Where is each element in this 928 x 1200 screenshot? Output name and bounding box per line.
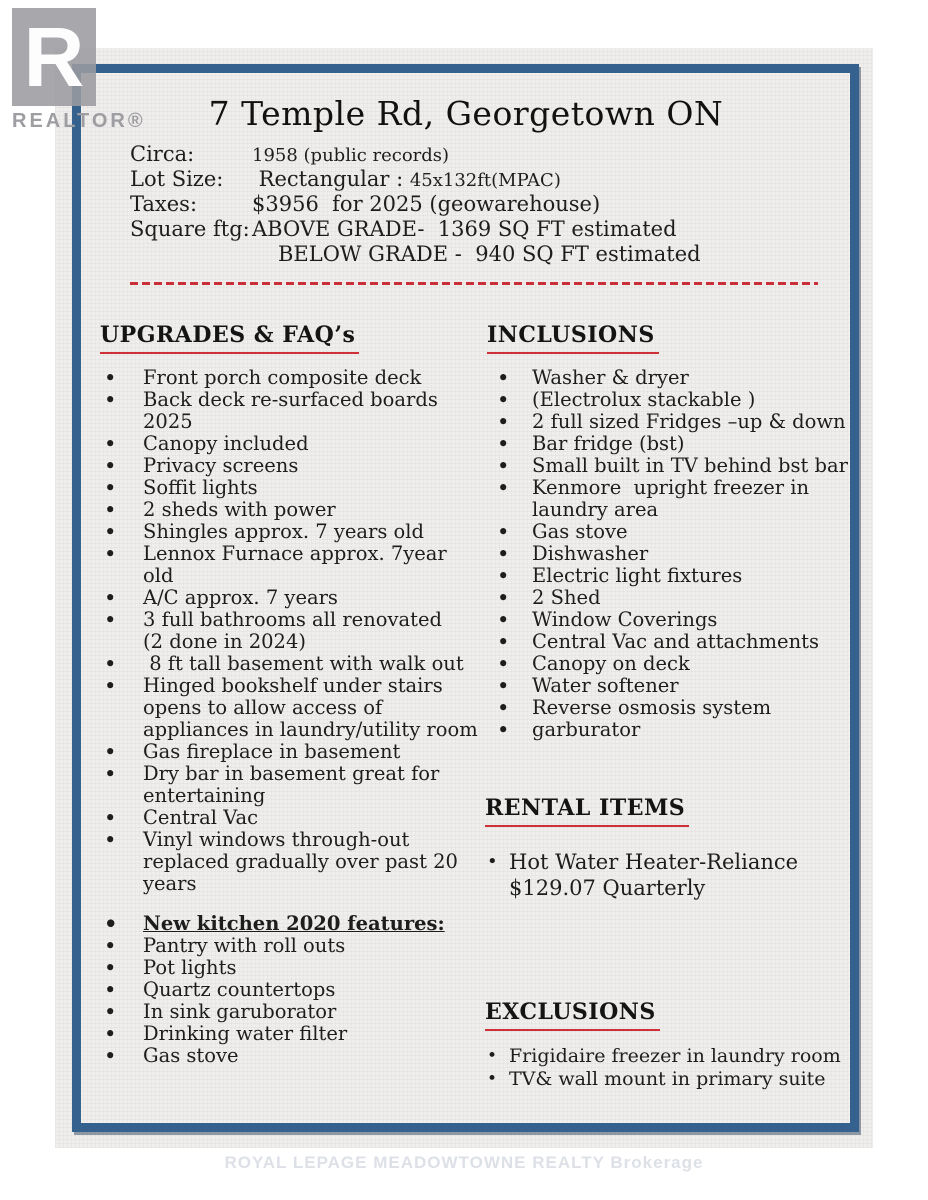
list-item: • Pot lights: [100, 957, 478, 979]
exclusions-section: [485, 999, 863, 1091]
kitchen-list: [100, 913, 478, 1067]
inclusions-list: [487, 367, 865, 741]
fact-row: [130, 167, 790, 192]
list-item: • Washer & dryer: [487, 367, 865, 389]
right-column: [485, 322, 865, 1142]
list-item: • In sink garuborator: [100, 1001, 478, 1023]
list-item: • Front porch composite deck: [100, 367, 478, 389]
list-item: • Shingles approx. 7 years old: [100, 521, 478, 543]
list-item: • Central Vac and attachments: [487, 631, 865, 653]
list-item: • Frigidaire freezer in laundry room: [485, 1045, 863, 1068]
inclusions-section: [487, 322, 865, 741]
list-item: • 2 full sized Fridges –up & down: [487, 411, 865, 433]
list-item: • 2 sheds with power: [100, 499, 478, 521]
list-item: • Vinyl windows through-out replaced gradually over past 20 years: [100, 829, 478, 895]
fact-value: [252, 167, 561, 191]
list-item: • New kitchen 2020 features:: [100, 913, 478, 935]
list-item: • 8 ft tall basement with walk out: [100, 653, 478, 675]
fact-label: Taxes:: [130, 192, 198, 216]
list-item: • Drinking water filter: [100, 1023, 478, 1045]
page-title: 7 Temple Rd, Georgetown ON: [208, 94, 724, 133]
list-item: • Reverse osmosis system: [487, 697, 865, 719]
list-item: • Water softener: [487, 675, 865, 697]
kitchen-section: [100, 913, 478, 1067]
upgrades-list: [100, 367, 478, 895]
fact-label: Circa:: [130, 142, 195, 166]
list-item: • 2 Shed: [487, 587, 865, 609]
list-item: • Hinged bookshelf under stairs opens to allow access of appliances in laundry/utility room: [100, 675, 478, 741]
fact-label: Square ftg:: [130, 217, 250, 241]
list-item: • Pantry with roll outs: [100, 935, 478, 957]
list-item: • garburator: [487, 719, 865, 741]
list-item: • Back deck re-surfaced boards 2025: [100, 389, 478, 433]
rental-heading: RENTAL ITEMS: [485, 795, 689, 827]
fact-value: [278, 242, 701, 266]
fact-value: [252, 142, 449, 166]
brokerage-watermark: ROYAL LEPAGE MEADOWTOWNE REALTY Brokerage: [224, 1153, 704, 1172]
list-item: • Privacy screens: [100, 455, 478, 477]
list-item: • Dry bar in basement great for entertaining: [100, 763, 478, 807]
fact-label: Lot Size:: [130, 167, 224, 191]
list-item: • Gas fireplace in basement: [100, 741, 478, 763]
exclusions-list: [485, 1045, 863, 1091]
upgrades-heading: UPGRADES & FAQ’s: [100, 322, 359, 354]
list-item: • Canopy on deck: [487, 653, 865, 675]
left-column: [100, 322, 478, 1067]
fact-row: [130, 192, 790, 217]
fact-value-part: Rectangular :: [252, 167, 410, 191]
list-item: • A/C approx. 7 years: [100, 587, 478, 609]
list-item: • Gas stove: [100, 1045, 478, 1067]
list-item: • Kenmore upright freezer in laundry area: [487, 477, 865, 521]
fact-value: [252, 192, 600, 216]
fact-value: [252, 217, 677, 241]
dashed-divider: [130, 282, 818, 285]
list-item: • Small built in TV behind bst bar: [487, 455, 865, 477]
fact-value-part: BELOW GRADE - 940 SQ FT estimated: [278, 242, 701, 266]
fact-row: [130, 142, 790, 167]
rental-list: [485, 849, 845, 901]
list-item: • Dishwasher: [487, 543, 865, 565]
fact-value-part: 1958 (public records): [252, 145, 450, 166]
fact-value-part: ABOVE GRADE- 1369 SQ FT estimated: [252, 217, 677, 241]
list-item: • Quartz countertops: [100, 979, 478, 1001]
list-item: • TV& wall mount in primary suite: [485, 1068, 863, 1091]
list-item: • Lennox Furnace approx. 7year old: [100, 543, 478, 587]
list-item: • Canopy included: [100, 433, 478, 455]
realtor-r-icon: R: [12, 8, 96, 106]
list-item: • 3 full bathrooms all renovated: [100, 609, 478, 631]
fact-value-part: $3956 for 2025 (geowarehouse): [252, 192, 601, 216]
fact-row: [130, 242, 790, 267]
list-item: • Bar fridge (bst): [487, 433, 865, 455]
list-item: • Soffit lights: [100, 477, 478, 499]
inclusions-heading: INCLUSIONS: [487, 322, 659, 354]
list-item: • Electric light fixtures: [487, 565, 865, 587]
list-item: (2 done in 2024): [143, 630, 306, 653]
list-item: • (Electrolux stackable ): [487, 389, 865, 411]
property-facts: [130, 142, 790, 267]
list-item: • Hot Water Heater-Reliance $129.07 Quarterly: [485, 849, 809, 901]
realtor-logo-text: REALTOR®: [12, 110, 146, 132]
rental-section: [485, 795, 845, 901]
list-item: • Gas stove: [487, 521, 865, 543]
fact-value-part: 45x132ft(MPAC): [409, 170, 561, 191]
list-item: • Central Vac: [100, 807, 478, 829]
exclusions-heading: EXCLUSIONS: [485, 999, 660, 1031]
list-item: • Window Coverings: [487, 609, 865, 631]
fact-row: [130, 217, 790, 242]
